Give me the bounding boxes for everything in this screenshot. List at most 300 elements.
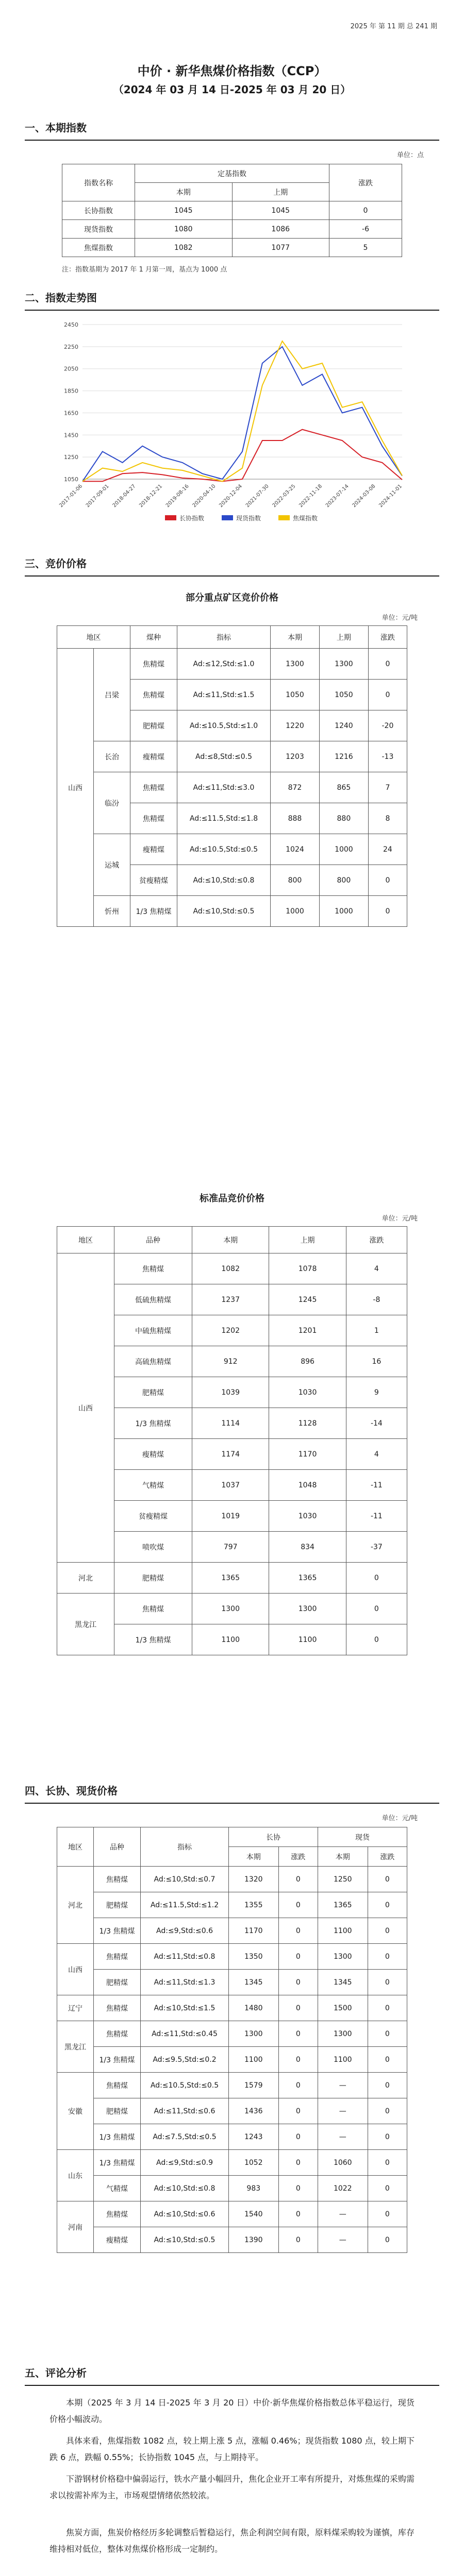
table-cell: 865: [319, 772, 368, 803]
table-cell: 1436: [229, 2098, 279, 2124]
table-cell: 1345: [229, 1970, 279, 1995]
table-cell: 9: [346, 1377, 407, 1408]
table-cell: —: [318, 2073, 368, 2098]
table-cell: 1300: [269, 1594, 346, 1624]
table-cell: 焦精煤: [94, 2201, 141, 2227]
table-cell: 834: [269, 1532, 346, 1563]
table-cell: 气精煤: [94, 2176, 141, 2201]
table-cell: -11: [346, 1501, 407, 1532]
table-cell: 贫瘦精煤: [130, 865, 177, 896]
table-cell: 8: [368, 803, 407, 834]
table-cell: 0: [278, 2176, 318, 2201]
issue-number: 2025 年 第 11 期 总 241 期: [350, 23, 437, 30]
table-cell: —: [318, 2098, 368, 2124]
table-cell: 0: [368, 2047, 407, 2073]
section-contract-spot: [25, 1783, 439, 1804]
table-row: [57, 2124, 407, 2150]
table-cell: Ad:≤10.5,Std:≤0.5: [141, 2073, 229, 2098]
table-cell: 1077: [232, 239, 329, 257]
table-cell: 焦精煤: [114, 1594, 192, 1624]
legend-label: 长协指数: [179, 515, 205, 522]
table-cell: 1030: [269, 1377, 346, 1408]
table-cell: 896: [269, 1346, 346, 1377]
table-cell: 1/3 焦精煤: [130, 896, 177, 927]
table-row: [57, 772, 407, 803]
table-cell: 912: [192, 1346, 269, 1377]
header-cell: 上期: [269, 1227, 346, 1253]
table-cell: —: [318, 2201, 368, 2227]
table-row: [57, 2176, 407, 2201]
table-cell: 肥精煤: [114, 1563, 192, 1594]
table-cell: 中硫焦精煤: [114, 1315, 192, 1346]
table-cell: 1300: [271, 649, 320, 680]
table-cell: 0: [329, 201, 402, 220]
table-cell: 1100: [269, 1624, 346, 1655]
table-cell: 1/3 焦精煤: [94, 2124, 141, 2150]
table-cell: 1100: [229, 2047, 279, 2073]
table-cell: Ad:≤10.5,Std:≤1.0: [177, 710, 271, 741]
table-cell: 1/3 焦精煤: [94, 1918, 141, 1944]
table-cell: 0: [368, 2176, 407, 2201]
x-tick-label: 2019-08-16: [164, 483, 190, 509]
table-cell: 1100: [192, 1624, 269, 1655]
table-cell: 0: [368, 1892, 407, 1918]
header-cell: 本期: [229, 1847, 279, 1867]
table-row: [57, 1253, 407, 1284]
header-cell: 定基指数: [135, 164, 329, 183]
x-tick-label: 2022-11-18: [298, 483, 324, 509]
table-cell: 888: [271, 803, 320, 834]
city-cell: 运城: [94, 834, 130, 896]
table-cell: 1480: [229, 1995, 279, 2021]
table-cell: 1/3 焦精煤: [114, 1624, 192, 1655]
table-cell: 1201: [269, 1315, 346, 1346]
table-cell: 焦精煤: [94, 1995, 141, 2021]
table-cell: Ad:≤11.5,Std:≤1.2: [141, 1892, 229, 1918]
table-cell: 喷吹煤: [114, 1532, 192, 1563]
table-cell: 1170: [229, 1918, 279, 1944]
table-cell: Ad:≤10,Std:≤0.8: [141, 2176, 229, 2201]
table-cell: 高硫焦精煤: [114, 1346, 192, 1377]
table-row: [57, 2021, 407, 2047]
table-cell: 1300: [318, 2021, 368, 2047]
header-cell: 本期: [318, 1847, 368, 1867]
header-cell: 地区: [57, 626, 130, 649]
table-cell: 1024: [271, 834, 320, 865]
table-cell: 16: [346, 1346, 407, 1377]
table-cell: Ad:≤11,Std:≤0.6: [141, 2098, 229, 2124]
table-row: [57, 1563, 407, 1594]
table-cell: 0: [368, 2021, 407, 2047]
table-cell: 0: [278, 2124, 318, 2150]
index-table: [62, 164, 402, 257]
table-cell: 焦精煤: [130, 803, 177, 834]
table-cell: 1060: [318, 2150, 368, 2176]
table-cell: 1128: [269, 1408, 346, 1439]
table-cell: 1050: [271, 680, 320, 710]
table-cell: 872: [271, 772, 320, 803]
table-cell: 1240: [319, 710, 368, 741]
table-cell: —: [318, 2227, 368, 2253]
table-cell: Ad:≤10,Std:≤0.7: [141, 1867, 229, 1892]
table-cell: 880: [319, 803, 368, 834]
table-cell: 贫瘦精煤: [114, 1501, 192, 1532]
header-cell: 本期: [192, 1227, 269, 1253]
table-row: [57, 1867, 407, 1892]
region-cell: 山东: [57, 2150, 94, 2201]
region-cell: 黑龙江: [57, 1594, 114, 1655]
table-cell: 0: [278, 2021, 318, 2047]
table-cell: 4: [346, 1439, 407, 1470]
table-cell: 气精煤: [114, 1470, 192, 1501]
header-cell: 涨跌: [368, 626, 407, 649]
series-line: [82, 341, 402, 481]
table-cell: 1203: [271, 741, 320, 772]
analysis-paragraph: 本期（2025 年 3 月 14 日-2025 年 3 月 20 日）中价·新华焦煤价格指数总体平稳运行，现货价格小幅波动。: [49, 2398, 415, 2424]
header-cell: 品种: [114, 1227, 192, 1253]
header-cell: 涨跌: [329, 164, 402, 201]
section-index-trend: [25, 290, 439, 311]
table-cell: Ad:≤12,Std:≤1.0: [177, 649, 271, 680]
table-cell: 24: [368, 834, 407, 865]
city-cell: 忻州: [94, 896, 130, 927]
table-cell: 0: [278, 2150, 318, 2176]
table-cell: 1300: [319, 649, 368, 680]
header-cell: 品种: [94, 1827, 141, 1867]
table-cell: Ad:≤8,Std:≤0.5: [177, 741, 271, 772]
table-cell: 1080: [135, 220, 233, 239]
table-cell: 1390: [229, 2227, 279, 2253]
table-cell: 现货指数: [62, 220, 135, 239]
unit-label: 单位：元/吨: [382, 1815, 418, 1822]
y-tick-label: 1050: [64, 476, 78, 483]
table-cell: 1365: [269, 1563, 346, 1594]
table-cell: 1039: [192, 1377, 269, 1408]
table-cell: Ad:≤9.5,Std:≤0.2: [141, 2047, 229, 2073]
x-tick-label: 2017-01-06: [58, 483, 84, 509]
table-cell: -11: [346, 1470, 407, 1501]
unit-label: 单位：元/吨: [382, 614, 418, 622]
table-cell: 0: [278, 1918, 318, 1944]
table-caption: 部分重点矿区竞价价格: [186, 592, 278, 603]
table-cell: 1243: [229, 2124, 279, 2150]
page-subtitle: （2024 年 03 月 14 日-2025 年 03 月 20 日）: [113, 83, 351, 96]
table-cell: 1202: [192, 1315, 269, 1346]
header-cell: 涨跌: [346, 1227, 407, 1253]
table-cell: 983: [229, 2176, 279, 2201]
table-cell: 1037: [192, 1470, 269, 1501]
analysis-paragraph: 下游钢材价格稳中偏弱运行，铁水产量小幅回升，焦化企业开工率有所提升，对炼焦煤的采购需求以按需补库为主，市场观望情绪依然较浓。: [49, 2474, 415, 2500]
table-cell: Ad:≤10,Std:≤1.5: [141, 1995, 229, 2021]
contract-spot-table: [57, 1827, 407, 2253]
table-cell: 焦煤指数: [62, 239, 135, 257]
legend-label: 焦煤指数: [293, 515, 318, 522]
table-row: [57, 2047, 407, 2073]
table-row: [62, 220, 402, 239]
table-cell: 1086: [232, 220, 329, 239]
table-cell: 0: [278, 2047, 318, 2073]
analysis-paragraph: 具体来看，焦煤指数 1082 点，较上期上涨 5 点，涨幅 0.46%；现货指数 1080 点，较上期下跌 6 点，跌幅 0.55%；长协指数 1045 点，与上期持平。: [49, 2436, 415, 2462]
table-caption: 标准品竞价价格: [200, 1193, 264, 1204]
table-cell: 1050: [319, 680, 368, 710]
header-cell: 上期: [232, 183, 329, 201]
header-cell: 本期: [271, 626, 320, 649]
table-cell: 0: [346, 1563, 407, 1594]
table-cell: 7: [368, 772, 407, 803]
header-cell: 上期: [319, 626, 368, 649]
table-cell: 瘦精煤: [130, 834, 177, 865]
section-heading: 一、本期指数: [25, 120, 439, 141]
table-cell: 低硫焦精煤: [114, 1284, 192, 1315]
table-cell: 1365: [318, 1892, 368, 1918]
table-cell: 800: [271, 865, 320, 896]
table-cell: 0: [278, 2227, 318, 2253]
table-cell: 肥精煤: [94, 1970, 141, 1995]
table-cell: 1345: [318, 1970, 368, 1995]
table-cell: 肥精煤: [130, 710, 177, 741]
table-cell: 0: [368, 1944, 407, 1970]
table-cell: 瘦精煤: [94, 2227, 141, 2253]
section-auction-price: [25, 555, 439, 577]
y-tick-label: 1450: [64, 432, 78, 439]
table-cell: 1220: [271, 710, 320, 741]
table-cell: -8: [346, 1284, 407, 1315]
header-cell: 煤种: [130, 626, 177, 649]
header-cell: 指标: [141, 1827, 229, 1867]
base-period-note: 注：指数基期为 2017 年 1 月第一周，基点为 1000 点: [62, 266, 227, 274]
x-tick-label: 2021-07-30: [244, 483, 270, 509]
header-cell: 现货: [318, 1827, 407, 1847]
table-cell: Ad:≤11.5,Std:≤1.8: [177, 803, 271, 834]
table-cell: 1/3 焦精煤: [94, 2047, 141, 2073]
y-tick-label: 1850: [64, 387, 78, 395]
table-cell: Ad:≤11,Std:≤0.45: [141, 2021, 229, 2047]
region-cell: 山西: [57, 1253, 114, 1563]
table-cell: Ad:≤11,Std:≤3.0: [177, 772, 271, 803]
table-cell: 0: [368, 2201, 407, 2227]
table-cell: 1030: [269, 1501, 346, 1532]
table-row: [57, 1892, 407, 1918]
table-cell: 0: [368, 1918, 407, 1944]
unit-label: 单位：元/吨: [382, 1215, 418, 1223]
table-cell: 瘦精煤: [130, 741, 177, 772]
table-row: [57, 896, 407, 927]
table-row: [62, 201, 402, 220]
table-cell: Ad:≤7.5,Std:≤0.5: [141, 2124, 229, 2150]
table-cell: 0: [368, 2124, 407, 2150]
table-cell: -20: [368, 710, 407, 741]
table-cell: 5: [329, 239, 402, 257]
table-row: [57, 2227, 407, 2253]
header-cell: 长协: [229, 1827, 318, 1847]
table-cell: 0: [368, 865, 407, 896]
table-cell: 1320: [229, 1867, 279, 1892]
table-cell: 焦精煤: [130, 680, 177, 710]
x-tick-label: 2022-03-25: [271, 483, 297, 509]
table-cell: 1540: [229, 2201, 279, 2227]
section-heading: 五、评论分析: [25, 2365, 439, 2386]
table-cell: 1/3 焦精煤: [114, 1408, 192, 1439]
table-cell: 1300: [318, 1944, 368, 1970]
table-cell: 焦精煤: [94, 1944, 141, 1970]
table-row: [57, 2201, 407, 2227]
header-cell: 涨跌: [278, 1847, 318, 1867]
table-row: [57, 2098, 407, 2124]
table-cell: -37: [346, 1532, 407, 1563]
y-tick-label: 2450: [64, 321, 78, 328]
table-cell: 1052: [229, 2150, 279, 2176]
table-cell: 瘦精煤: [114, 1439, 192, 1470]
table-cell: Ad:≤10,Std:≤0.5: [177, 896, 271, 927]
table-row: [57, 741, 407, 772]
analysis-paragraph: 焦炭方面，焦炭价格经历多轮调整后暂稳运行，焦企利润空间有限，原料煤采购较为谨慎，库存维持相对低位，整体对焦煤价格形成一定制约。: [49, 2528, 415, 2554]
header-cell: 指标: [177, 626, 271, 649]
table-cell: 0: [278, 1944, 318, 1970]
table-cell: -6: [329, 220, 402, 239]
table-cell: 0: [278, 1867, 318, 1892]
y-tick-label: 1650: [64, 410, 78, 417]
region-cell: 辽宁: [57, 1995, 94, 2021]
legend-swatch: [165, 515, 176, 520]
table-cell: 1045: [135, 201, 233, 220]
table-cell: Ad:≤10,Std:≤0.6: [141, 2201, 229, 2227]
table-cell: 1300: [229, 2021, 279, 2047]
table-cell: 4: [346, 1253, 407, 1284]
city-cell: 吕梁: [94, 649, 130, 741]
table-cell: 0: [278, 1995, 318, 2021]
table-cell: 0: [368, 2227, 407, 2253]
table-cell: 1250: [318, 1867, 368, 1892]
standard-auction-table: [57, 1226, 407, 1655]
x-tick-label: 2020-12-04: [218, 483, 244, 509]
table-row: [57, 2073, 407, 2098]
table-cell: 0: [368, 2073, 407, 2098]
table-cell: Ad:≤11,Std:≤1.3: [141, 1970, 229, 1995]
y-tick-label: 1250: [64, 454, 78, 461]
table-cell: 1100: [318, 2047, 368, 2073]
table-cell: -13: [368, 741, 407, 772]
region-cell: 山西: [57, 649, 94, 927]
table-row: [57, 2150, 407, 2176]
table-cell: 1078: [269, 1253, 346, 1284]
table-cell: 焦精煤: [130, 772, 177, 803]
table-cell: 1237: [192, 1284, 269, 1315]
table-cell: 0: [368, 896, 407, 927]
table-cell: Ad:≤11,Std:≤1.5: [177, 680, 271, 710]
region-cell: 黑龙江: [57, 2021, 94, 2073]
table-row: [57, 1594, 407, 1624]
table-cell: 1350: [229, 1944, 279, 1970]
table-cell: 0: [346, 1624, 407, 1655]
table-cell: 0: [278, 2073, 318, 2098]
header-cell: 本期: [135, 183, 233, 201]
table-cell: 1048: [269, 1470, 346, 1501]
city-cell: 临汾: [94, 772, 130, 834]
header-cell: 地区: [57, 1227, 114, 1253]
table-cell: 焦精煤: [114, 1253, 192, 1284]
table-cell: 0: [278, 1970, 318, 1995]
table-cell: Ad:≤9,Std:≤0.6: [141, 1918, 229, 1944]
y-tick-label: 2050: [64, 365, 78, 372]
table-cell: 0: [368, 680, 407, 710]
table-row: [57, 1918, 407, 1944]
table-cell: 0: [368, 1995, 407, 2021]
table-cell: 1: [346, 1315, 407, 1346]
table-cell: 0: [278, 1892, 318, 1918]
section-current-index: [25, 120, 439, 141]
table-cell: 肥精煤: [94, 2098, 141, 2124]
page-title: 中价 · 新华焦煤价格指数（CCP）: [137, 64, 327, 78]
table-cell: Ad:≤9,Std:≤0.9: [141, 2150, 229, 2176]
y-tick-label: 2250: [64, 343, 78, 350]
section-heading: 三、竞价价格: [25, 555, 439, 577]
table-cell: 1019: [192, 1501, 269, 1532]
table-cell: —: [318, 2124, 368, 2150]
table-cell: 肥精煤: [114, 1377, 192, 1408]
table-cell: 797: [192, 1532, 269, 1563]
city-cell: 长治: [94, 741, 130, 772]
region-cell: 安徽: [57, 2073, 94, 2150]
table-cell: 1579: [229, 2073, 279, 2098]
table-cell: 0: [368, 2150, 407, 2176]
table-cell: 1082: [192, 1253, 269, 1284]
table-row: [57, 834, 407, 865]
table-cell: 1174: [192, 1439, 269, 1470]
table-cell: 800: [319, 865, 368, 896]
table-cell: 1355: [229, 1892, 279, 1918]
region-cell: 河南: [57, 2201, 94, 2253]
x-tick-label: 2017-09-01: [85, 483, 110, 509]
region-cell: 河北: [57, 1563, 114, 1594]
section-analysis: [25, 2365, 439, 2386]
x-tick-label: 2023-07-14: [324, 483, 350, 509]
table-cell: 1216: [319, 741, 368, 772]
table-cell: 1114: [192, 1408, 269, 1439]
index-trend-chart: [46, 318, 418, 530]
table-cell: 1/3 焦精煤: [94, 2150, 141, 2176]
section-heading: 四、长协、现货价格: [25, 1783, 439, 1804]
x-tick-label: 2020-04-10: [191, 483, 217, 509]
table-row: [62, 239, 402, 257]
x-tick-label: 2018-04-27: [111, 483, 137, 509]
unit-label: 单位：点: [396, 151, 424, 159]
legend-label: 现货指数: [236, 515, 261, 522]
table-cell: 0: [278, 2201, 318, 2227]
table-cell: 焦精煤: [130, 649, 177, 680]
header-cell: 指数名称: [62, 164, 135, 201]
table-cell: 1045: [232, 201, 329, 220]
table-cell: 1245: [269, 1284, 346, 1315]
table-cell: 1022: [318, 2176, 368, 2201]
table-cell: -14: [346, 1408, 407, 1439]
table-cell: Ad:≤11,Std:≤0.8: [141, 1944, 229, 1970]
table-cell: 1000: [319, 834, 368, 865]
table-cell: 1000: [319, 896, 368, 927]
table-cell: Ad:≤10.5,Std:≤0.5: [177, 834, 271, 865]
table-row: [57, 1970, 407, 1995]
table-cell: Ad:≤10,Std:≤0.8: [177, 865, 271, 896]
table-cell: 1500: [318, 1995, 368, 2021]
table-cell: 1082: [135, 239, 233, 257]
region-cell: 河北: [57, 1867, 94, 1944]
table-row: [57, 1995, 407, 2021]
table-cell: 0: [368, 1970, 407, 1995]
table-cell: 0: [368, 2098, 407, 2124]
table-cell: 1365: [192, 1563, 269, 1594]
table-cell: 1300: [192, 1594, 269, 1624]
table-cell: 0: [368, 649, 407, 680]
table-cell: 长协指数: [62, 201, 135, 220]
